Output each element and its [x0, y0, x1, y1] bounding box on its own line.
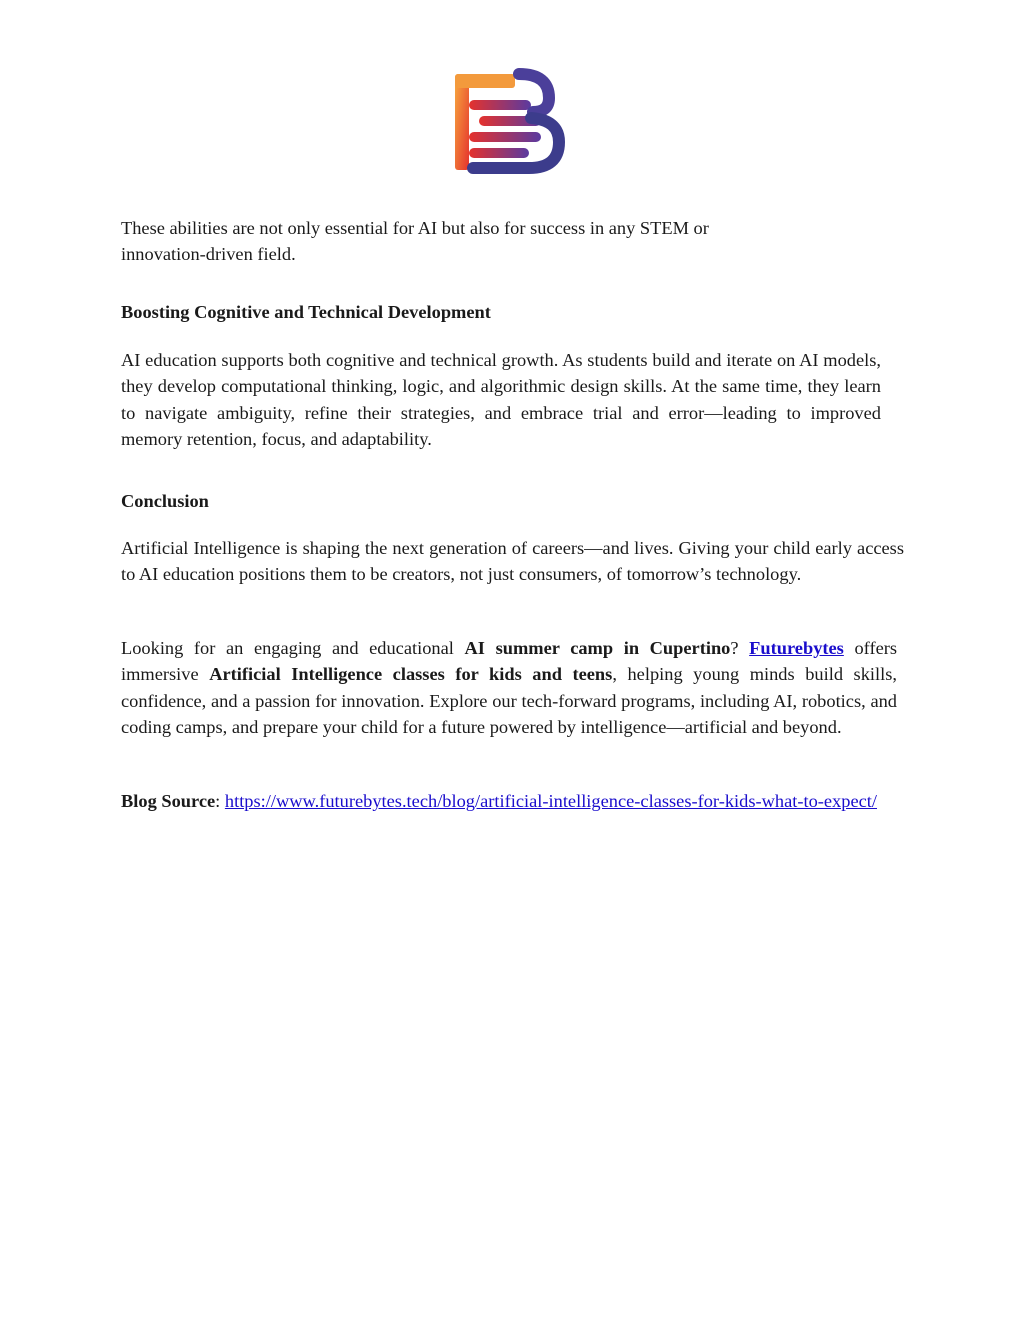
cta-suffix: , helping young minds build skills, confidence, and a passion for innovation. Explore our tech-forward programs, including AI, robotics, and coding camps, and prepare your child for a future powered by intelligence—artificial and beyond. [121, 664, 897, 738]
cta-paragraph [121, 635, 897, 741]
intro-line-2: innovation-driven field. [121, 244, 296, 265]
source-label: Blog Source [121, 791, 216, 811]
intro-line-1: These abilities are not only essential for AI but also for success in any STEM or [121, 218, 709, 238]
cta-bold-camp: AI summer camp in Cupertino [464, 638, 731, 658]
cta-prefix: Looking for an engaging and educational [121, 638, 465, 658]
source-paragraph [121, 788, 901, 814]
futurebytes-logo [433, 60, 567, 178]
heading-cognitive: Boosting Cognitive and Technical Development [121, 302, 491, 322]
cta-mid-2: offers immersive [121, 638, 898, 685]
heading-conclusion: Conclusion [121, 491, 209, 511]
cta-bold-classes: Artificial Intelligence classes for kids and teens [209, 664, 613, 685]
intro-paragraph [121, 215, 709, 268]
blog-source-link[interactable]: https://www.futurebytes.tech/blog/artificial-intelligence-classes-for-kids-what-to-expect/ [224, 791, 877, 811]
conclusion-paragraph: Artificial Intelligence is shaping the next generation of careers—and lives. Giving your child early access to AI education positions them to be creators, not just consumers, of tomorrow’s technology. [121, 538, 904, 585]
cognitive-paragraph: AI education supports both cognitive and technical growth. As students build and iterate on AI models, they develop computational thinking, logic, and algorithmic design skills. At the same time, they learn to navigate ambiguity, refine their strategies, and embrace trial and error—leading to improved memory retention, focus, and adaptability. [121, 350, 881, 450]
source-separator: : [215, 791, 225, 811]
futurebytes-link[interactable]: Futurebytes [749, 638, 844, 658]
cta-mid-1: ? [730, 638, 750, 658]
